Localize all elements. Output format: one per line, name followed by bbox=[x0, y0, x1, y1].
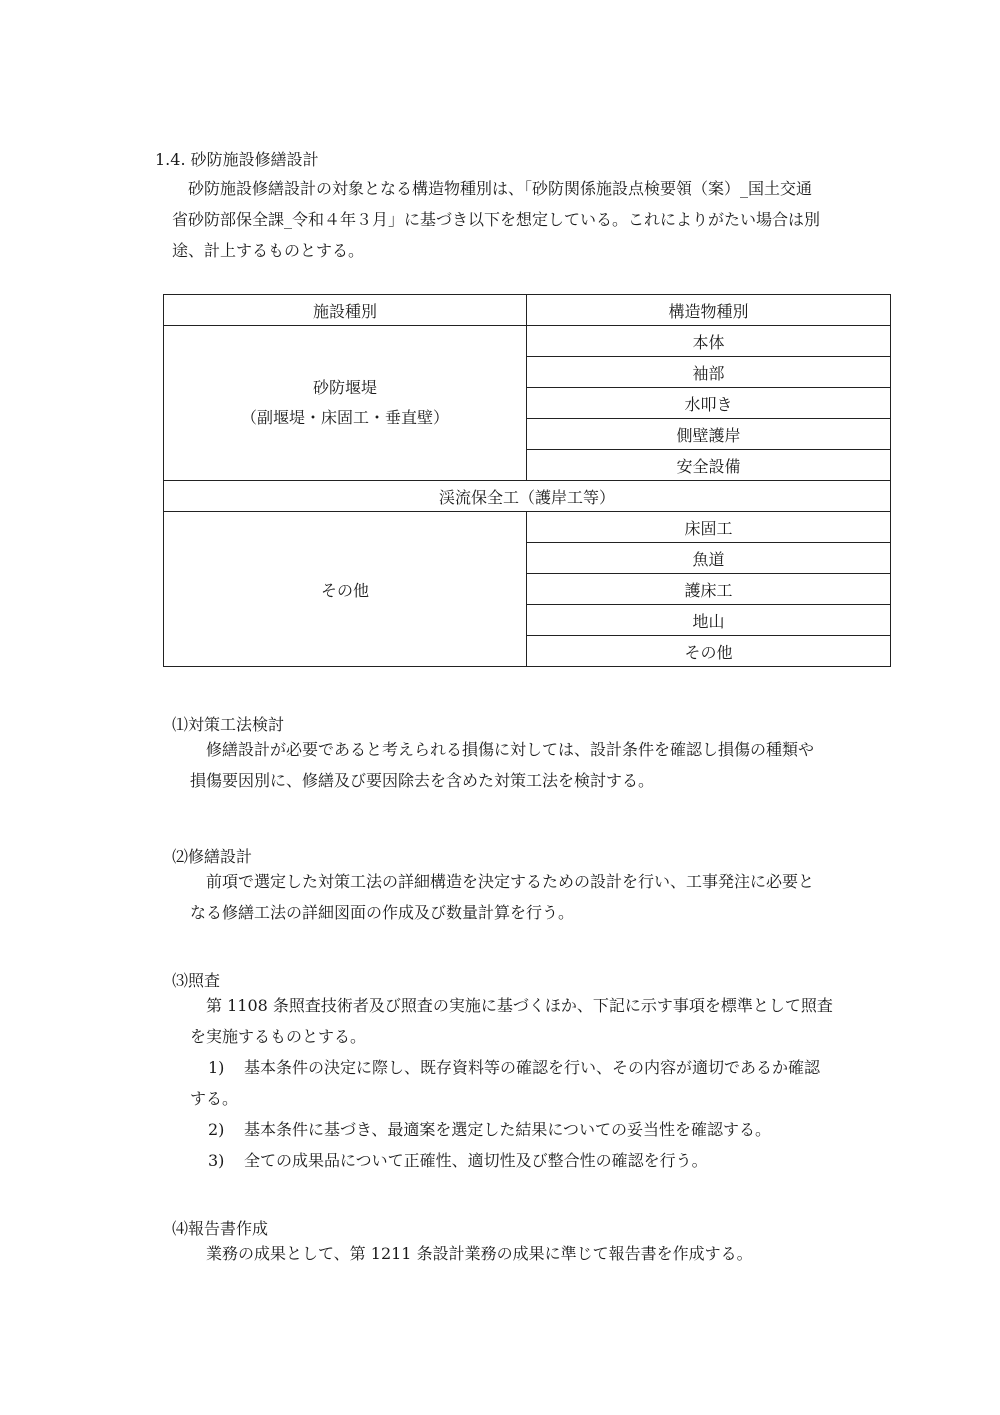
subsection-heading-1: ⑴対策工法検討 bbox=[172, 715, 285, 734]
intro-line: 砂防施設修繕設計の対象となる構造物種別は、「砂防関係施設点検要領（案）_国土交通 bbox=[172, 179, 813, 198]
subsection-heading-4: ⑷報告書作成 bbox=[172, 1219, 269, 1238]
body-line: 前項で選定した対策工法の詳細構造を決定するための設計を行い、工事発注に必要と bbox=[190, 872, 815, 891]
body-line: 第 1108 条照査技術者及び照査の実施に基づくほか、下記に示す事項を標準として照査 bbox=[190, 996, 833, 1015]
intro-paragraph bbox=[172, 173, 820, 266]
body-line: 修繕設計が必要であると考えられる損傷に対しては、設計条件を確認し損傷の種類や bbox=[190, 740, 815, 759]
table-row bbox=[164, 326, 891, 357]
list-number: 3) bbox=[208, 1151, 225, 1170]
subsection-body-4 bbox=[190, 1238, 753, 1269]
structure-cell: 水叩き bbox=[527, 388, 891, 419]
list-number: 2) bbox=[208, 1120, 225, 1139]
body-line: なる修繕工法の詳細図面の作成及び数量計算を行う。 bbox=[190, 903, 575, 922]
structure-cell: 安全設備 bbox=[527, 450, 891, 481]
intro-line: 途、計上するものとする。 bbox=[172, 241, 365, 260]
subsection-body-2 bbox=[190, 866, 814, 928]
table-header-row bbox=[164, 295, 891, 326]
subsection-heading-2: ⑵修繕設計 bbox=[172, 847, 253, 866]
subsection-body-3 bbox=[190, 990, 833, 1176]
section-title: 1.4. 砂防施設修繕設計 bbox=[155, 150, 319, 169]
table-row bbox=[164, 481, 891, 512]
structure-cell: 地山 bbox=[527, 605, 891, 636]
structure-cell: 護床工 bbox=[527, 574, 891, 605]
intro-line: 省砂防部保全課_令和４年３月」に基づき以下を想定している。これによりがたい場合は別 bbox=[172, 210, 821, 229]
structure-cell: 本体 bbox=[527, 326, 891, 357]
header-facility-type: 施設種別 bbox=[164, 295, 527, 326]
facility-note: （副堰堤・床固工・垂直壁） bbox=[240, 408, 449, 427]
list-item-continuation: する。 bbox=[190, 1089, 239, 1108]
subsection-body-1 bbox=[190, 734, 814, 796]
list-text: 基本条件に基づき、最適案を選定した結果についての妥当性を確認する。 bbox=[244, 1120, 772, 1139]
body-line: 損傷要因別に、修繕及び要因除去を含めた対策工法を検討する。 bbox=[190, 771, 655, 790]
structure-cell: 袖部 bbox=[527, 357, 891, 388]
list-text: 基本条件の決定に際し、既存資料等の確認を行い、その内容が適切であるか確認 bbox=[244, 1058, 821, 1077]
list-item bbox=[190, 1114, 833, 1145]
structure-type-table bbox=[163, 294, 891, 667]
structure-cell: その他 bbox=[527, 636, 891, 667]
list-text: 全ての成果品について正確性、適切性及び整合性の確認を行う。 bbox=[244, 1151, 708, 1170]
structure-cell: 床固工 bbox=[527, 512, 891, 543]
header-structure-type: 構造物種別 bbox=[527, 295, 891, 326]
facility-cell-sabo-dam bbox=[164, 326, 527, 481]
body-line: を実施するものとする。 bbox=[190, 1027, 367, 1046]
list-item bbox=[190, 1052, 833, 1083]
list-number: 1) bbox=[208, 1058, 225, 1077]
subsection-heading-3: ⑶照査 bbox=[172, 971, 221, 990]
structure-cell: 魚道 bbox=[527, 543, 891, 574]
structure-cell: 側壁護岸 bbox=[527, 419, 891, 450]
facility-name: 砂防堰堤 bbox=[312, 378, 377, 397]
table-row bbox=[164, 512, 891, 543]
facility-cell-other: その他 bbox=[164, 512, 527, 667]
body-line: 業務の成果として、第 1211 条設計業務の成果に準じて報告書を作成する。 bbox=[190, 1244, 753, 1263]
full-width-cell: 渓流保全工（護岸工等） bbox=[164, 481, 891, 512]
list-item bbox=[190, 1145, 833, 1176]
